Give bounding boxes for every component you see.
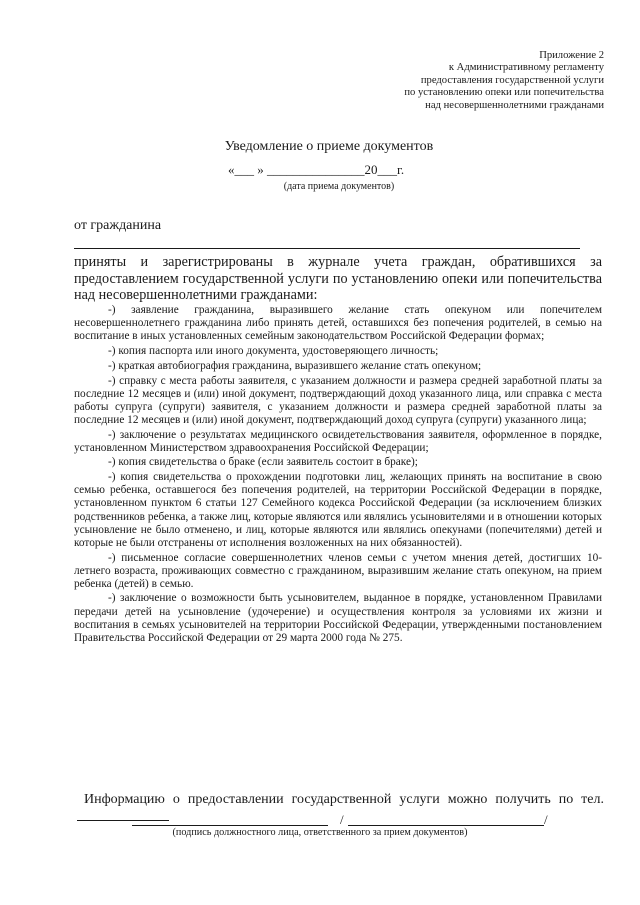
- list-item: -) копия свидетельства о прохождении подготовки лиц, желающих принять на воспитание в свою семью ребенка, оставшегося без попечения родителей, на территории Российской Федерации в порядке, установленном пунктом 6 статьи 127 Семейного кодекса Российской Федерации (за исключением близких родственников ребенка, а также лиц, которые являются или являлись усыновителями и в отношении которых усыновление не было отменено, и лиц, которые являются или являлись опекунами (попечителями) детей и которые не были отстранены от исполнения возложенных на них обязанностей).: [74, 471, 602, 549]
- list-item: -) письменное согласие совершеннолетних членов семьи с учетом мнения детей, достигших 10-летнего возраста, проживающих совместно с гражданином, выразившим желание стать опекуном, на прием ребенка (детей) в семью.: [74, 551, 602, 590]
- signature-separator: /: [544, 812, 548, 827]
- appendix-line: предоставления государственной услуги: [420, 74, 604, 86]
- appendix-line: Приложение 2: [539, 50, 604, 61]
- signature-caption: (подпись должностного лица, ответственного за прием документов): [172, 827, 468, 838]
- list-item: -) заключение о возможности быть усыновителем, выданное в порядке, установленном Правилами передачи детей на усыновление (удочерение) и осуществления контроля за условиями их жизни и воспитания в семьях усыновителей на территории Российской Федерации, утвержденными постановлением Правительства Российской Федерации от 29 марта 2000 года № 275.: [74, 592, 602, 644]
- list-item: -) заключение о результатах медицинского освидетельствования заявителя, оформленное в порядке, установленном Министерством здравоохранения Российской Федерации;: [74, 428, 602, 454]
- date-caption: (дата приема документов): [283, 181, 395, 192]
- document-title: Уведомление о приеме документов: [224, 139, 434, 154]
- documents-list: [74, 304, 602, 645]
- appendix-block: [404, 50, 604, 112]
- appendix-line: над несовершеннолетними гражданами: [425, 99, 604, 111]
- intro-paragraph: приняты и зарегистрированы в журнале учета граждан, обратившихся за предоставлением государственной услуги по установлению опеки или попечительства над несовершеннолетними гражданами:: [74, 254, 602, 304]
- date-line: «___ » _______________20___г.: [228, 162, 405, 177]
- signature-line: [132, 825, 328, 826]
- citizen-name-line: [74, 248, 580, 249]
- signature-separator: /: [340, 812, 344, 827]
- from-label: от гражданина: [74, 218, 162, 233]
- info-text: Информацию о предоставлении государственной услуги можно получить по тел.: [84, 792, 604, 807]
- info-paragraph: [74, 792, 604, 826]
- appendix-line: по установлению опеки или попечительства: [404, 87, 604, 99]
- list-item: -) заявление гражданина, выразившего желание стать опекуном или попечителем несовершеннолетнего гражданина либо принять детей, оставшихся без попечения родителей, в семью на воспитание в иных установленных семейным законодательством Российской Федерации формах;: [74, 304, 602, 343]
- name-line: [348, 825, 544, 826]
- list-item: -) копия паспорта или иного документа, удостоверяющего личность;: [108, 344, 439, 357]
- appendix-line: к Административному регламенту: [448, 62, 604, 74]
- list-item: -) справку с места работы заявителя, с указанием должности и размера средней заработной платы за последние 12 месяцев и (или) иной документ, подтверждающий доход указанного лица, или справка с места работы супруга (супруги) заявителя, с указанием должности и размера средней заработной платы за последние 12 месяцев и (или) иной документ, подтверждающий доход супруга (супруги) указанного лица;: [74, 374, 602, 426]
- list-item: -) копия свидетельства о браке (если заявитель состоит в браке);: [108, 456, 418, 469]
- list-item: -) краткая автобиография гражданина, выразившего желание стать опекуном;: [108, 359, 482, 372]
- phone-line: [77, 808, 169, 821]
